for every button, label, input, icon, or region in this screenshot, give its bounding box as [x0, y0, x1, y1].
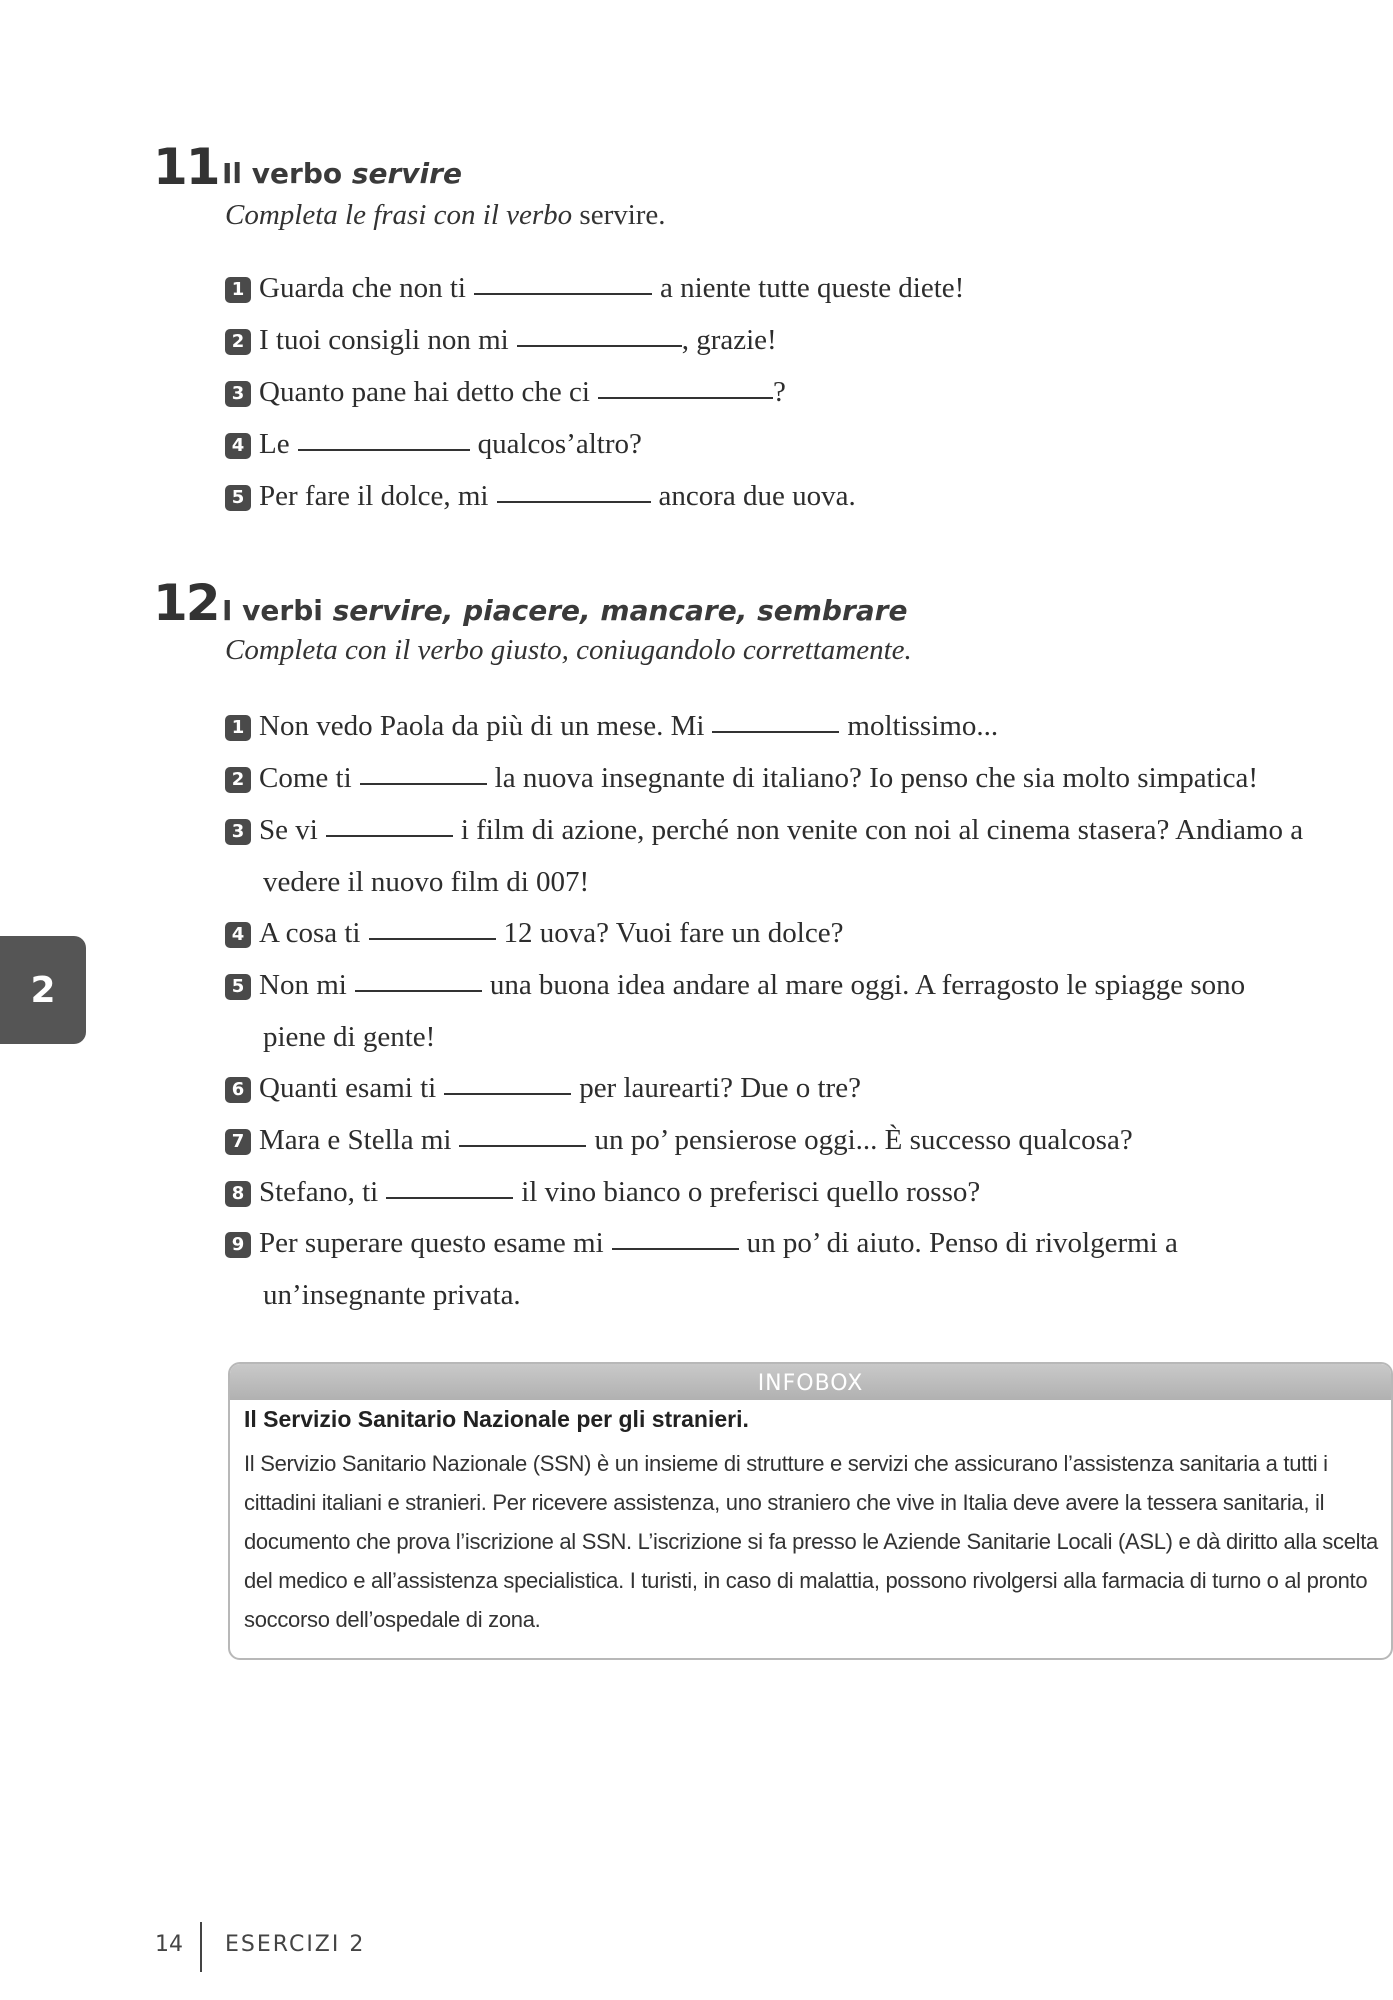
infobox-title: Il Servizio Sanitario Nazionale per gli stranieri.	[244, 1406, 749, 1432]
answer-blank[interactable]	[497, 500, 651, 503]
item-number-badge: 2	[225, 767, 251, 793]
item-number-badge: 4	[225, 433, 251, 459]
answer-blank[interactable]	[369, 937, 496, 940]
item-text-before: Quanto pane hai detto che ci	[259, 376, 590, 408]
infobox-line: cittadini italiani e stranieri. Per ricevere assistenza, uno straniero che vive in Italia deve avere la tessera sanitaria, il	[244, 1490, 1325, 1515]
answer-blank[interactable]	[386, 1196, 513, 1199]
exercise-11-item	[225, 372, 786, 412]
exercise-11-instruction-plain: servire.	[579, 199, 666, 231]
item-number-badge: 3	[225, 381, 251, 407]
footer-section-label: ESERCIZI 2	[225, 1932, 366, 1957]
item-number-badge: 7	[225, 1129, 251, 1155]
answer-blank[interactable]	[612, 1247, 739, 1250]
item-number-badge: 1	[225, 277, 251, 303]
answer-blank[interactable]	[517, 344, 682, 347]
infobox-line: Il Servizio Sanitario Nazionale (SSN) è un insieme di strutture e servizi che assicurano l’assistenza sanitaria a tutti i	[244, 1451, 1328, 1476]
exercise-11-title	[222, 157, 462, 190]
exercise-12-title-em: servire, piacere, mancare, sembrare	[332, 594, 908, 627]
item-text-after: ?	[772, 376, 786, 408]
exercise-12-item	[225, 1068, 861, 1108]
exercise-11-number: 11	[153, 138, 219, 196]
item-number-badge: 5	[225, 485, 251, 511]
item-number-badge: 6	[225, 1077, 251, 1103]
page-number: 14	[155, 1932, 183, 1957]
item-number-badge: 9	[225, 1232, 251, 1258]
item-text-after: , grazie!	[681, 324, 777, 356]
answer-blank[interactable]	[459, 1144, 586, 1147]
item-number-badge: 4	[225, 922, 251, 948]
exercise-12-instruction: Completa con il verbo giusto, coniugandolo correttamente.	[225, 634, 912, 666]
exercise-12-item	[225, 1172, 980, 1212]
item-text-after: ancora due uova.	[658, 480, 856, 512]
exercise-12-item	[225, 810, 1303, 850]
item-text-after: qualcos’altro?	[477, 428, 642, 460]
item-text-after: un po’ pensierose oggi... È successo qualcosa?	[594, 1124, 1133, 1156]
item-number-badge: 2	[225, 329, 251, 355]
exercise-12-item	[225, 706, 998, 746]
exercise-11-item	[225, 320, 777, 360]
exercise-11-title-plain: Il verbo	[222, 157, 352, 190]
infobox-line: documento che prova l’iscrizione al SSN. L’iscrizione si fa presso le Aziende Sanitarie Locali (ASL) e dà diritto alla scelta	[244, 1529, 1378, 1554]
exercise-11-instruction-em: Completa le frasi con il verbo	[225, 199, 580, 231]
infobox	[228, 1362, 1393, 1660]
chapter-tab: 2	[0, 936, 86, 1044]
item-text-after: i film di azione, perché non venite con noi al cinema stasera? Andiamo a	[460, 814, 1304, 846]
item-text-before: Quanti esami ti	[259, 1072, 437, 1104]
exercise-12-item-continuation: piene di gente!	[263, 1021, 436, 1053]
infobox-line: del medico e all’assistenza specialistica. I turisti, in caso di malattia, possono rivolgersi alla farmacia di turno o al pronto	[244, 1568, 1368, 1593]
item-text-before: A cosa ti	[259, 917, 361, 949]
exercise-12-title	[222, 594, 907, 627]
item-text-before: Non mi	[259, 969, 347, 1001]
item-text-after: 12 uova? Vuoi fare un dolce?	[503, 917, 844, 949]
item-text-after: un po’ di aiuto. Penso di rivolgermi a	[746, 1227, 1178, 1259]
exercise-12-item	[225, 913, 843, 953]
exercise-11-instruction	[225, 199, 666, 232]
item-text-before: Guarda che non ti	[259, 272, 466, 304]
exercise-12-title-plain: I verbi	[222, 594, 333, 627]
item-text-after: moltissimo...	[847, 710, 999, 742]
infobox-line: soccorso dell’ospedale di zona.	[244, 1607, 541, 1632]
item-text-before: Come ti	[259, 762, 352, 794]
exercise-11-title-em: servire	[351, 157, 462, 190]
answer-blank[interactable]	[355, 989, 482, 992]
item-text-before: Le	[259, 428, 290, 460]
exercise-12-item	[225, 1120, 1133, 1160]
infobox-body	[244, 1444, 1379, 1639]
exercise-12-item	[225, 965, 1245, 1005]
exercise-11-item	[225, 268, 964, 308]
answer-blank[interactable]	[326, 834, 453, 837]
item-text-before: Se vi	[259, 814, 318, 846]
footer-divider	[200, 1922, 202, 1972]
item-text-before: Per superare questo esame mi	[259, 1227, 604, 1259]
exercise-12-item-continuation: un’insegnante privata.	[263, 1279, 521, 1311]
item-number-badge: 1	[225, 715, 251, 741]
item-text-before: Per fare il dolce, mi	[259, 480, 489, 512]
exercise-12-item-continuation: vedere il nuovo film di 007!	[263, 866, 590, 898]
item-text-before: Non vedo Paola da più di un mese. Mi	[259, 710, 705, 742]
answer-blank[interactable]	[712, 730, 839, 733]
item-number-badge: 5	[225, 974, 251, 1000]
exercise-12-number: 12	[153, 574, 219, 632]
exercise-11-item	[225, 476, 856, 516]
item-text-before: I tuoi consigli non mi	[259, 324, 509, 356]
item-text-after: per laurearti? Due o tre?	[579, 1072, 861, 1104]
answer-blank[interactable]	[598, 396, 773, 399]
item-text-after: il vino bianco o preferisci quello rosso?	[521, 1176, 981, 1208]
item-text-before: Mara e Stella mi	[259, 1124, 452, 1156]
answer-blank[interactable]	[360, 782, 487, 785]
item-text-after: una buona idea andare al mare oggi. A ferragosto le spiagge sono	[489, 969, 1246, 1001]
item-number-badge: 8	[225, 1181, 251, 1207]
item-number-badge: 3	[225, 819, 251, 845]
item-text-after: a niente tutte queste diete!	[659, 272, 965, 304]
infobox-header: INFOBOX	[230, 1364, 1391, 1400]
exercise-12-item	[225, 758, 1258, 798]
item-text-after: la nuova insegnante di italiano? Io penso che sia molto simpatica!	[494, 762, 1259, 794]
answer-blank[interactable]	[474, 292, 652, 295]
answer-blank[interactable]	[298, 448, 470, 451]
answer-blank[interactable]	[444, 1092, 571, 1095]
exercise-11-item	[225, 424, 642, 464]
exercise-12-item	[225, 1223, 1178, 1263]
item-text-before: Stefano, ti	[259, 1176, 379, 1208]
